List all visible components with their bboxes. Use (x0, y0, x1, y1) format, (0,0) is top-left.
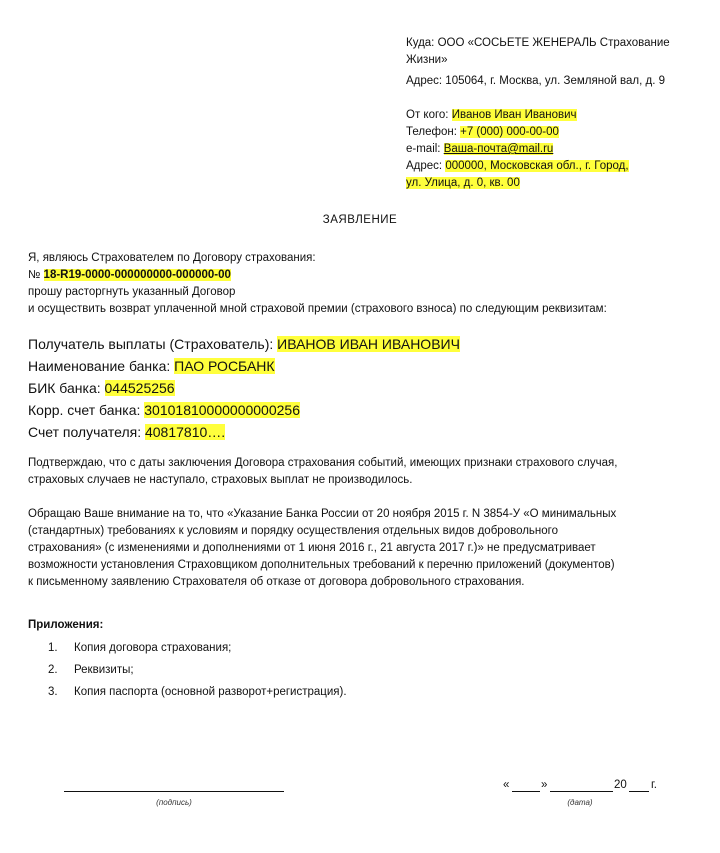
sender-address-line-2 (406, 175, 706, 192)
notice-line-2: (стандартных) требованиях к условиям и порядку осуществления отдельных видов добровольного (28, 525, 558, 537)
corr-account-line: Корр. счет банка: 30101810000000000256 (28, 402, 300, 418)
date-field (503, 777, 673, 795)
recipient-account-value: 40817810…. (144, 424, 226, 440)
intro-line-3: прошу расторгнуть указанный Договор (28, 286, 236, 298)
confirm-line-2: страховых случаев не наступало, страховых выплат не производилось. (28, 474, 413, 486)
year-prefix: 20 (614, 779, 627, 791)
list-item-number: 1. (48, 642, 58, 654)
confirm-line-1: Подтверждаю, что с даты заключения Договора страхования событий, имеющих признаки страхового случая, (28, 457, 618, 469)
payment-details (28, 333, 708, 443)
list-item-text: Копия паспорта (основной разворот+регистрация). (74, 686, 347, 698)
list-item (48, 662, 347, 684)
date-close-quote: » (541, 779, 548, 791)
bik-value: 044525256 (104, 380, 175, 396)
notice-line-3: страхования» (с изменениями и дополнениями от 1 июня 2016 г., 21 августа 2017 г.)» не предусматривает (28, 542, 596, 554)
day-line (512, 791, 540, 792)
intro-line-1: Я, являюсь Страхователем по Договору страхования: (28, 252, 316, 264)
recipient-header (406, 35, 706, 192)
sender-name: Иванов Иван Иванович (451, 109, 577, 121)
intro-block (28, 250, 708, 318)
sender-address-2: ул. Улица, д. 0, кв. 00 (406, 177, 520, 189)
attachments-title: Приложения: (28, 619, 104, 631)
to-line-2: Жизни» (406, 54, 448, 66)
recipient-value: ИВАНОВ ИВАН ИВАНОВИЧ (277, 336, 460, 352)
confirmation-paragraph (28, 455, 698, 489)
bank-value: ПАО РОСБАНК (174, 358, 275, 374)
signature-line (64, 791, 284, 792)
contract-number-line: № 18-R19-0000-000000000-000000-00 (28, 269, 231, 281)
contract-number: 18-R19-0000-000000000-000000-00 (43, 269, 231, 281)
date-open-quote: « (503, 779, 510, 791)
month-line (550, 791, 613, 792)
sender-phone: +7 (000) 000-00-00 (460, 126, 559, 138)
notice-paragraph (28, 506, 698, 591)
attachments-list (48, 640, 347, 706)
bik-line: БИК банка: 044525256 (28, 380, 175, 396)
signature-caption: (подпись) (156, 798, 192, 807)
company-address: Адрес: 105064, г. Москва, ул. Земляной вал, д. 9 (406, 75, 666, 87)
to-line-1: Куда: ООО «СОСЬЕТЕ ЖЕНЕРАЛЬ Страхование (406, 37, 670, 49)
notice-line-5: к письменному заявлению Страхователя об отказе от договора добровольного страхования. (28, 576, 525, 588)
notice-line-4: возможности установления Страховщиком дополнительных требований к перечню приложений (документов) (28, 559, 615, 571)
from-line: От кого: Иванов Иван Иванович (406, 109, 577, 121)
list-item-text: Реквизиты; (74, 664, 134, 676)
recipient-account-line: Счет получателя: 40817810…. (28, 424, 226, 440)
phone-line: Телефон: +7 (000) 000-00-00 (406, 126, 559, 138)
year-line (629, 791, 649, 792)
email-line: e-mail: Ваша-почта@mail.ru (406, 143, 554, 155)
list-item-text: Копия договора страхования; (74, 642, 232, 654)
list-item (48, 640, 347, 662)
year-suffix: г. (651, 779, 657, 791)
list-item (48, 684, 347, 706)
list-item-number: 2. (48, 664, 58, 676)
sender-address-line: Адрес: 000000, Московская обл., г. Город, (406, 160, 629, 172)
intro-line-4: и осуществить возврат уплаченной мной страховой премии (страхового взноса) по следующим реквизитам: (28, 303, 607, 315)
sender-email: Ваша-почта@mail.ru (443, 143, 554, 155)
bank-line: Наименование банка: ПАО РОСБАНК (28, 358, 275, 374)
date-caption: (дата) (567, 798, 593, 807)
document-title: ЗАЯВЛЕНИЕ (322, 214, 398, 226)
notice-line-1: Обращаю Ваше внимание на то, что «Указание Банка России от 20 ноября 2015 г. N 3854-У «О минимальных (28, 508, 617, 520)
corr-account-value: 30101810000000000256 (144, 402, 300, 418)
sender-address-1: 000000, Московская обл., г. Город, (445, 160, 629, 172)
recipient-line: Получатель выплаты (Страхователь): ИВАНОВ ИВАН ИВАНОВИЧ (28, 336, 460, 352)
list-item-number: 3. (48, 686, 58, 698)
